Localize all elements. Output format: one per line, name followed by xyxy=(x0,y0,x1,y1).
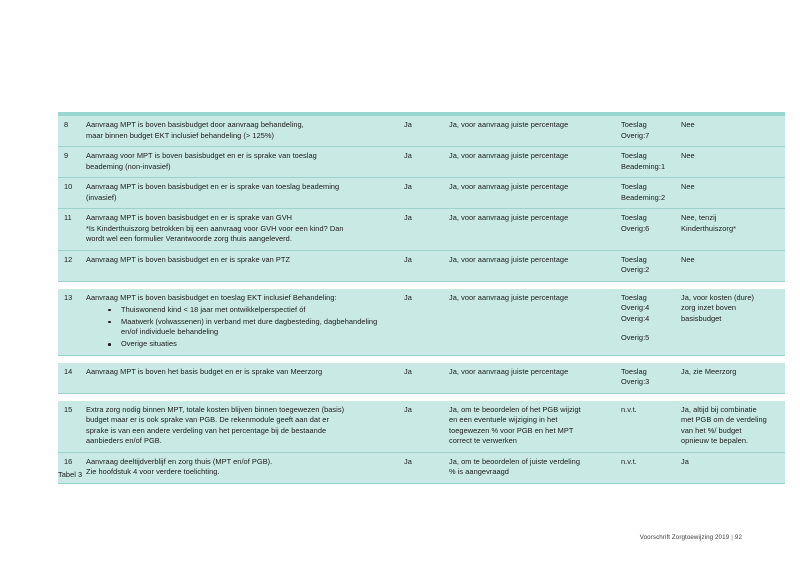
row-col-e-line: Ja xyxy=(681,456,689,466)
row-col-d-line: Toeslag xyxy=(621,366,647,376)
row-description xyxy=(80,116,398,147)
table-3-container xyxy=(58,112,767,489)
row-number: 10 xyxy=(58,178,80,209)
row-description-line: Extra zorg nodig binnen MPT, totale kosten blijven binnen toegewezen (basis) xyxy=(86,404,345,414)
row-number: 11 xyxy=(58,209,80,251)
row-col-b: Ja xyxy=(398,116,443,147)
zorgtoewijzing-table xyxy=(58,112,785,489)
row-col-d xyxy=(615,250,675,281)
row-number: 14 xyxy=(58,363,80,394)
row-col-e-line: Kinderthuiszorg* xyxy=(681,223,737,233)
row-col-c xyxy=(443,289,615,356)
row-col-c-line: Ja, voor aanvraag juiste percentage xyxy=(449,366,569,376)
row-col-c-line: Ja, om te beoordelen of het PGB wijzigt xyxy=(449,404,581,414)
row-col-e-line: Ja, voor kosten (dure) xyxy=(681,292,754,302)
row-col-e xyxy=(675,116,785,147)
row-description xyxy=(80,178,398,209)
row-number: 8 xyxy=(58,116,80,147)
row-col-d-line: Overig:6 xyxy=(621,223,650,233)
row-description-line: Aanvraag MPT is boven basisbudget en toeslag EKT inclusief Behandeling: xyxy=(86,292,337,302)
table-row xyxy=(58,178,785,209)
row-col-d-line: Toeslag xyxy=(621,213,647,223)
row-col-c xyxy=(443,209,615,251)
row-col-b: Ja xyxy=(398,363,443,394)
row-bullet-item: Overige situaties xyxy=(108,339,392,350)
row-col-d-line: n.v.t. xyxy=(621,456,637,466)
row-col-e-line: Ja, zie Meerzorg xyxy=(681,366,737,376)
row-number: 13 xyxy=(58,289,80,356)
row-col-c-line: toegewezen % voor PGB en het MPT xyxy=(449,425,574,435)
row-description xyxy=(80,209,398,251)
row-bullet-list xyxy=(86,305,392,350)
row-col-b: Ja xyxy=(398,147,443,178)
row-number: 12 xyxy=(58,250,80,281)
table-row xyxy=(58,250,785,281)
row-col-c-line: Ja, voor aanvraag juiste percentage xyxy=(449,182,569,192)
row-description-line: wordt wel een formulier Verantwoorde zorg thuis aangeleverd. xyxy=(86,234,292,244)
row-col-b: Ja xyxy=(398,178,443,209)
row-col-e xyxy=(675,452,785,483)
row-col-c xyxy=(443,116,615,147)
table-row xyxy=(58,401,785,453)
row-bullet-item: Maatwerk (volwassenen) in verband met dure dagbesteding, dagbehandeling en/of individuele behandeling xyxy=(108,317,392,338)
row-description-line: Aanvraag MPT is boven basisbudget en er is sprake van GVH xyxy=(86,213,293,223)
row-description xyxy=(80,289,398,356)
row-col-d-line xyxy=(621,324,669,333)
row-description-line: Aanvraag MPT is boven basisbudget en er is sprake van PTZ xyxy=(86,254,291,264)
row-col-e xyxy=(675,147,785,178)
row-col-e-line: Ja, altijd bij combinatie xyxy=(681,404,757,414)
row-description-line: (invasief) xyxy=(86,192,117,202)
row-col-d xyxy=(615,289,675,356)
row-description-line: *Is Kinderthuiszorg betrokken bij een aanvraag voor GVH voor een kind? Dan xyxy=(86,223,344,233)
row-col-d xyxy=(615,209,675,251)
row-col-e xyxy=(675,289,785,356)
row-col-d xyxy=(615,178,675,209)
row-col-e xyxy=(675,209,785,251)
row-col-e-line: Nee xyxy=(681,254,695,264)
row-description xyxy=(80,250,398,281)
row-col-c xyxy=(443,250,615,281)
row-col-d xyxy=(615,147,675,178)
row-bullet-item: Thuiswonend kind < 18 jaar met ontwikkelperspectief óf xyxy=(108,305,392,316)
row-col-c-line: % is aangevraagd xyxy=(449,467,509,477)
row-col-e xyxy=(675,250,785,281)
row-col-c-line: Ja, om te beoordelen of juiste verdeling xyxy=(449,456,581,466)
table-row xyxy=(58,147,785,178)
row-description-line: Aanvraag MPT is boven basisbudget en er is sprake van toeslag beademing xyxy=(86,182,340,192)
row-col-d-line: Overig:4 xyxy=(621,303,650,313)
row-col-e-line: Nee xyxy=(681,182,695,192)
table-section-break xyxy=(58,393,785,401)
row-col-c-line: Ja, voor aanvraag juiste percentage xyxy=(449,254,569,264)
row-col-b: Ja xyxy=(398,289,443,356)
row-description-line: aanbieders en/of PGB. xyxy=(86,436,162,446)
row-col-d-line: Beademing:1 xyxy=(621,161,666,171)
row-col-d-line: Toeslag xyxy=(621,254,647,264)
table-row xyxy=(58,452,785,483)
row-col-e-line: Nee xyxy=(681,151,695,161)
row-description-line: Aanvraag MPT is boven het basis budget en er is sprake van Meerzorg xyxy=(86,366,323,376)
table-row xyxy=(58,289,785,356)
row-description-line: maar binnen budget EKT inclusief behandeling (> 125%) xyxy=(86,130,275,140)
row-description xyxy=(80,147,398,178)
row-col-e-line: zorg inzet boven xyxy=(681,303,737,313)
row-col-b: Ja xyxy=(398,452,443,483)
row-col-d-line: Overig:7 xyxy=(621,130,650,140)
row-col-d-line: Overig:3 xyxy=(621,377,650,387)
row-col-b: Ja xyxy=(398,401,443,453)
page-footer xyxy=(640,534,742,541)
row-description-line: Zie hoofdstuk 4 voor verdere toelichting. xyxy=(86,467,220,477)
table-section-break xyxy=(58,281,785,289)
row-description xyxy=(80,363,398,394)
row-col-c-line: en een eventuele wijziging in het xyxy=(449,415,558,425)
row-col-e xyxy=(675,178,785,209)
table-row xyxy=(58,209,785,251)
row-col-d-line: Toeslag xyxy=(621,182,647,192)
row-col-c-line: Ja, voor aanvraag juiste percentage xyxy=(449,213,569,223)
table-body xyxy=(58,112,785,489)
row-col-e-line: basisbudget xyxy=(681,313,722,323)
row-col-d xyxy=(615,363,675,394)
row-col-c xyxy=(443,147,615,178)
table-row xyxy=(58,363,785,394)
row-number: 15 xyxy=(58,401,80,453)
footer-page-number: 92 xyxy=(734,534,742,541)
row-col-d-line: n.v.t. xyxy=(621,404,637,414)
row-col-d-line: Toeslag xyxy=(621,120,647,129)
row-col-b: Ja xyxy=(398,250,443,281)
row-col-e xyxy=(675,401,785,453)
row-col-d xyxy=(615,116,675,147)
row-col-d xyxy=(615,452,675,483)
row-col-c xyxy=(443,452,615,483)
row-col-e-line: van het %/ budget xyxy=(681,425,742,435)
row-col-c-line: Ja, voor aanvraag juiste percentage xyxy=(449,292,569,302)
row-number: 9 xyxy=(58,147,80,178)
row-col-d-line: Overig:2 xyxy=(621,265,650,275)
table-row xyxy=(58,116,785,147)
row-col-c xyxy=(443,178,615,209)
row-col-c xyxy=(443,401,615,453)
row-col-d-line: Toeslag xyxy=(621,151,647,161)
row-col-e-line: met PGB om de verdeling xyxy=(681,415,767,425)
table-caption: Tabel 3 xyxy=(58,470,83,479)
row-col-e-line: Nee, tenzij xyxy=(681,213,717,223)
row-description-line: Aanvraag MPT is boven basisbudget door aanvraag behandeling, xyxy=(86,120,304,129)
row-description-line: Aanvraag deeltijdverblijf en zorg thuis (MPT en/of PGB). xyxy=(86,456,273,466)
row-col-c-line: Ja, voor aanvraag juiste percentage xyxy=(449,120,569,129)
row-description-line: beademing (non-invasief) xyxy=(86,161,171,171)
row-col-d-line: Overig:4 xyxy=(621,313,650,323)
table-section-break xyxy=(58,355,785,363)
row-number: 16 xyxy=(58,452,80,483)
footer-separator: | xyxy=(731,534,733,541)
row-col-d-line: Overig:5 xyxy=(621,333,650,343)
row-description-line: Aanvraag voor MPT is boven basisbudget en er is sprake van toeslag xyxy=(86,151,317,161)
row-col-b: Ja xyxy=(398,209,443,251)
row-description xyxy=(80,401,398,453)
row-col-c xyxy=(443,363,615,394)
row-description-line: budget maar er is ook sprake van PGB. De rekenmodule geeft aan dat er xyxy=(86,415,329,425)
row-col-e-line: Nee xyxy=(681,120,695,129)
table-bottom-spacer xyxy=(58,483,785,489)
row-col-e-line: opnieuw te bepalen. xyxy=(681,436,749,446)
row-col-c-line: correct te verwerken xyxy=(449,436,517,446)
row-col-c-line: Ja, voor aanvraag juiste percentage xyxy=(449,151,569,161)
row-col-d-line: Beademing:2 xyxy=(621,192,666,202)
row-col-e xyxy=(675,363,785,394)
row-description xyxy=(80,452,398,483)
footer-title: Voorschrift Zorgtoewijzing 2019 xyxy=(639,534,730,541)
row-description-line: sprake is van een andere verdeling van het percentage bij de bestaande xyxy=(86,425,327,435)
row-col-d-line: Toeslag xyxy=(621,292,647,302)
row-col-d xyxy=(615,401,675,453)
